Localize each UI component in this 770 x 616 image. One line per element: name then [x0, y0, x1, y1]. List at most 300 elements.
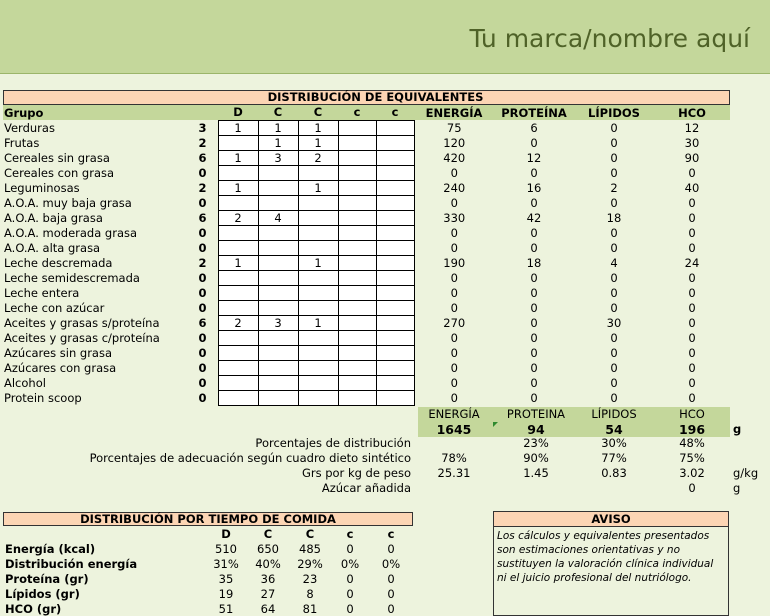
- meal-equivalent-input[interactable]: [376, 270, 414, 285]
- meal-value: 0: [387, 586, 395, 601]
- meal-equivalent-input[interactable]: [258, 195, 298, 210]
- lipidos-value: 0: [610, 165, 618, 180]
- group-count: 3: [198, 120, 207, 135]
- table-row: [3, 240, 730, 255]
- meal-equivalent-input[interactable]: [338, 120, 376, 135]
- meal-equivalent-input[interactable]: 1: [298, 135, 338, 150]
- aviso-text: Los cálculos y equivalentes presentados son estimaciones orientativas y no sustituyen la valoración clínica individual ni el juicio profesional del nutriólogo.: [497, 530, 714, 584]
- meal-header: C: [305, 526, 315, 541]
- aviso-box: [493, 511, 729, 616]
- group-name: Cereales sin grasa: [4, 150, 110, 165]
- table-row: [3, 135, 730, 150]
- meal-equivalent-input[interactable]: [298, 375, 338, 390]
- proteina-value: 6: [530, 120, 538, 135]
- col-meal-5: c: [376, 105, 414, 120]
- meal-value: 0: [346, 571, 354, 586]
- meal-equivalent-input[interactable]: [298, 390, 338, 405]
- proteina-value: 0: [530, 195, 538, 210]
- meal-equivalent-input[interactable]: 2: [298, 150, 338, 165]
- meal-row: [3, 556, 413, 571]
- lipidos-value: 4: [610, 255, 618, 270]
- meal-section-title: DISTRIBUCIÓN POR TIEMPO DE COMIDA: [3, 512, 413, 526]
- meal-equivalent-input[interactable]: [338, 300, 376, 315]
- meal-equivalent-input[interactable]: [298, 225, 338, 240]
- meal-equivalent-input[interactable]: [258, 285, 298, 300]
- meal-row: [3, 586, 413, 601]
- meal-value: 0%: [340, 556, 360, 571]
- meal-row-label: Proteína (gr): [5, 571, 89, 586]
- meal-equivalent-input[interactable]: [218, 345, 258, 360]
- meal-equivalent-input[interactable]: 1: [218, 180, 258, 195]
- hco-value: 0: [688, 330, 696, 345]
- meal-equivalent-input[interactable]: [338, 330, 376, 345]
- meal-header: C: [263, 526, 273, 541]
- meal-equivalent-input[interactable]: 2: [218, 315, 258, 330]
- meal-equivalent-input[interactable]: [218, 300, 258, 315]
- meal-equivalent-input[interactable]: [218, 165, 258, 180]
- meal-equivalent-input[interactable]: [258, 240, 298, 255]
- summary-label: Azúcar añadida: [321, 481, 411, 495]
- meal-equivalent-input[interactable]: [218, 330, 258, 345]
- col-meal-3: C: [298, 105, 338, 120]
- hco-value: 0: [688, 165, 696, 180]
- energia-value: 0: [450, 285, 458, 300]
- meal-equivalent-input[interactable]: [376, 345, 414, 360]
- meal-equivalent-input[interactable]: [338, 345, 376, 360]
- meal-equivalent-input[interactable]: [338, 180, 376, 195]
- meal-value: 64: [260, 601, 276, 616]
- meal-equivalent-input[interactable]: [338, 195, 376, 210]
- meal-row: [3, 571, 413, 586]
- meal-row-label: HCO (gr): [5, 601, 62, 616]
- proteina-value: 0: [530, 270, 538, 285]
- group-name: A.O.A. muy baja grasa: [4, 195, 132, 210]
- meal-value: 0: [387, 541, 395, 556]
- meal-row-label: Distribución energía: [5, 556, 138, 571]
- summary-label: Porcentajes de adecuación según cuadro dieto sintético: [89, 451, 411, 465]
- meal-value: 23: [302, 571, 318, 586]
- meal-equivalent-input[interactable]: [338, 225, 376, 240]
- total-energia-value: 1645: [436, 422, 472, 437]
- group-name: A.O.A. moderada grasa: [4, 225, 138, 240]
- total-proteina-label: PROTEINA: [506, 407, 566, 421]
- lipidos-value: 0: [610, 300, 618, 315]
- summary-row-grs-kg: [0, 466, 770, 481]
- summary-hco: 75%: [679, 451, 705, 465]
- energia-value: 240: [443, 180, 466, 195]
- total-lipidos-value: 54: [605, 422, 623, 437]
- hco-value: 24: [684, 255, 700, 270]
- meal-equivalent-input[interactable]: [376, 360, 414, 375]
- meal-equivalent-input[interactable]: [298, 195, 338, 210]
- energia-value: 0: [450, 330, 458, 345]
- hco-value: 0: [688, 390, 696, 405]
- summary-unit: g: [733, 481, 741, 495]
- meal-value: 0: [387, 571, 395, 586]
- hco-value: 0: [688, 270, 696, 285]
- group-count: 0: [198, 195, 207, 210]
- summary-energia: 25.31: [437, 466, 471, 480]
- lipidos-value: 0: [610, 225, 618, 240]
- meal-equivalent-input[interactable]: [338, 255, 376, 270]
- summary-hco[interactable]: 0: [688, 481, 696, 495]
- proteina-value: 0: [530, 390, 538, 405]
- meal-equivalent-input[interactable]: [298, 300, 338, 315]
- table-row: [3, 285, 730, 300]
- header-banner: [0, 0, 770, 74]
- lipidos-value: 18: [606, 210, 622, 225]
- energia-value: 0: [450, 345, 458, 360]
- meal-equivalent-input[interactable]: [376, 330, 414, 345]
- hco-value: 12: [684, 120, 700, 135]
- meal-equivalent-input[interactable]: [218, 285, 258, 300]
- meal-equivalent-input[interactable]: [338, 240, 376, 255]
- proteina-value: 0: [530, 165, 538, 180]
- energia-value: 0: [450, 195, 458, 210]
- group-name: Aceites y grasas c/proteína: [4, 330, 160, 345]
- lipidos-value: 0: [610, 375, 618, 390]
- energia-value: 270: [443, 315, 466, 330]
- proteina-value: 0: [530, 345, 538, 360]
- lipidos-value: 0: [610, 360, 618, 375]
- meal-row-label: Lípidos (gr): [5, 586, 80, 601]
- lipidos-value: 0: [610, 285, 618, 300]
- col-meal-2: C: [258, 105, 298, 120]
- meal-equivalent-input[interactable]: [376, 225, 414, 240]
- meal-equivalent-input[interactable]: [298, 330, 338, 345]
- lipidos-value: 0: [610, 120, 618, 135]
- lipidos-value: 2: [610, 180, 618, 195]
- meal-equivalent-input[interactable]: [376, 285, 414, 300]
- table-row: [3, 180, 730, 195]
- meal-row-label: Energía (kcal): [5, 541, 96, 556]
- proteina-value: 0: [530, 330, 538, 345]
- meal-equivalent-input[interactable]: 3: [258, 315, 298, 330]
- meal-equivalent-input[interactable]: [376, 195, 414, 210]
- group-name: Aceites y grasas s/proteína: [4, 315, 160, 330]
- meal-equivalent-input[interactable]: 1: [258, 120, 298, 135]
- meal-equivalent-input[interactable]: [338, 135, 376, 150]
- col-meal-4: c: [338, 105, 376, 120]
- table-row: [3, 300, 730, 315]
- meal-equivalent-input[interactable]: [298, 270, 338, 285]
- summary-energia: 78%: [441, 451, 467, 465]
- meal-equivalent-input[interactable]: [376, 150, 414, 165]
- meal-row: [3, 601, 413, 616]
- meal-equivalent-input[interactable]: [376, 240, 414, 255]
- equivalents-table: [3, 105, 731, 406]
- proteina-value: 42: [526, 210, 542, 225]
- group-name: Protein scoop: [4, 390, 82, 405]
- meal-equivalent-input[interactable]: [376, 300, 414, 315]
- meal-header-blank: [3, 526, 205, 541]
- group-count: 0: [198, 225, 207, 240]
- summary-row-azucar: [0, 481, 770, 496]
- group-name: Leche descremada: [4, 255, 113, 270]
- energia-value: 75: [446, 120, 462, 135]
- hco-value: 0: [688, 240, 696, 255]
- summary-label: Porcentajes de distribución: [255, 436, 411, 450]
- total-proteina-value: 94: [527, 422, 545, 437]
- group-name: Azúcares con grasa: [4, 360, 117, 375]
- meal-equivalent-input[interactable]: [338, 390, 376, 405]
- meal-equivalent-input[interactable]: [218, 195, 258, 210]
- energia-value: 0: [450, 240, 458, 255]
- group-count: 0: [198, 270, 207, 285]
- table-row: [3, 120, 730, 135]
- meal-equivalent-input[interactable]: [376, 315, 414, 330]
- meal-equivalent-input[interactable]: [258, 300, 298, 315]
- table-row: [3, 315, 730, 330]
- summary-lipidos: 77%: [601, 451, 627, 465]
- meal-value: 0: [387, 601, 395, 616]
- table-row: [3, 165, 730, 180]
- group-count: 0: [198, 240, 207, 255]
- meal-value: 40%: [255, 556, 281, 571]
- proteina-value: 0: [530, 240, 538, 255]
- meal-equivalent-input[interactable]: [338, 285, 376, 300]
- meal-value: 31%: [213, 556, 239, 571]
- col-proteina: PROTEÍNA: [494, 105, 574, 120]
- hco-value: 90: [684, 150, 700, 165]
- group-name: Cereales con grasa: [4, 165, 115, 180]
- meal-equivalent-input[interactable]: 1: [298, 120, 338, 135]
- meal-equivalent-input[interactable]: [218, 225, 258, 240]
- meal-equivalent-input[interactable]: 3: [258, 150, 298, 165]
- lipidos-value: 0: [610, 135, 618, 150]
- meal-equivalent-input[interactable]: [338, 165, 376, 180]
- meal-equivalent-input[interactable]: [258, 345, 298, 360]
- meal-equivalent-input[interactable]: [218, 270, 258, 285]
- proteina-value: 0: [530, 135, 538, 150]
- totals-value-row: [418, 422, 730, 437]
- table-row: [3, 345, 730, 360]
- group-count: 0: [198, 330, 207, 345]
- hco-value: 30: [684, 135, 700, 150]
- group-name: Verduras: [4, 120, 55, 135]
- meal-equivalent-input[interactable]: [218, 375, 258, 390]
- meal-equivalent-input[interactable]: [338, 210, 376, 225]
- meal-equivalent-input[interactable]: 1: [218, 120, 258, 135]
- meal-equivalent-input[interactable]: 1: [218, 255, 258, 270]
- meal-equivalent-input[interactable]: [258, 375, 298, 390]
- group-count: 0: [198, 375, 207, 390]
- meal-equivalent-input[interactable]: 1: [298, 180, 338, 195]
- energia-value: 0: [450, 390, 458, 405]
- meal-equivalent-input[interactable]: [338, 360, 376, 375]
- group-count: 6: [198, 210, 207, 225]
- meal-value: 0: [346, 601, 354, 616]
- meal-equivalent-input[interactable]: 1: [258, 135, 298, 150]
- meal-header: c: [387, 526, 395, 541]
- meal-equivalent-input[interactable]: [258, 165, 298, 180]
- proteina-value: 16: [526, 180, 542, 195]
- lipidos-value: 0: [610, 390, 618, 405]
- meal-header: c: [346, 526, 354, 541]
- group-name: Leche semidescremada: [4, 270, 140, 285]
- totals-label-row: [418, 407, 730, 422]
- group-name: Azúcares sin grasa: [4, 345, 113, 360]
- summary-hco: 48%: [679, 436, 705, 450]
- meal-equivalent-input[interactable]: [338, 270, 376, 285]
- hco-value: 0: [688, 300, 696, 315]
- meal-equivalent-input[interactable]: 2: [218, 210, 258, 225]
- meal-equivalent-input[interactable]: [376, 255, 414, 270]
- totals-unit: g: [733, 422, 742, 436]
- meal-equivalent-input[interactable]: [218, 360, 258, 375]
- table-row: [3, 360, 730, 375]
- meal-value: 0%: [381, 556, 401, 571]
- energia-value: 0: [450, 270, 458, 285]
- hco-value: 0: [688, 375, 696, 390]
- summary-proteina: 1.45: [523, 466, 549, 480]
- summary-lipidos: 0.83: [601, 466, 627, 480]
- group-name: Leche entera: [4, 285, 80, 300]
- group-count: 0: [198, 390, 207, 405]
- col-meal-1: D: [218, 105, 258, 120]
- meal-equivalent-input[interactable]: [258, 390, 298, 405]
- meal-equivalent-input[interactable]: 1: [218, 150, 258, 165]
- meal-value: 29%: [297, 556, 323, 571]
- meal-equivalent-input[interactable]: [338, 375, 376, 390]
- meal-equivalent-input[interactable]: [338, 150, 376, 165]
- group-count: 6: [198, 150, 207, 165]
- proteina-value: 18: [526, 255, 542, 270]
- total-hco-label: HCO: [679, 407, 705, 421]
- cell-comment-marker: [493, 422, 498, 427]
- meal-equivalent-input[interactable]: 1: [298, 315, 338, 330]
- hco-value: 0: [688, 315, 696, 330]
- group-name: Alcohol: [4, 375, 46, 390]
- meal-value: 0: [346, 541, 354, 556]
- proteina-value: 12: [526, 150, 542, 165]
- meal-equivalent-input[interactable]: [298, 345, 338, 360]
- meal-equivalent-input[interactable]: [258, 360, 298, 375]
- group-count: 0: [198, 345, 207, 360]
- proteina-value: 0: [530, 300, 538, 315]
- meal-equivalent-input[interactable]: [258, 270, 298, 285]
- meal-equivalent-input[interactable]: [258, 225, 298, 240]
- meal-equivalent-input[interactable]: [298, 360, 338, 375]
- meal-equivalent-input[interactable]: [376, 375, 414, 390]
- lipidos-value: 0: [610, 150, 618, 165]
- meal-distribution-table: [3, 526, 413, 616]
- meal-equivalent-input[interactable]: [298, 285, 338, 300]
- col-lipidos: LÍPIDOS: [574, 105, 654, 120]
- meal-value: 81: [302, 601, 318, 616]
- col-hco: HCO: [654, 105, 730, 120]
- table-row: [3, 390, 730, 405]
- meal-value: 27: [260, 586, 276, 601]
- summary-row-distribucion: [0, 436, 770, 451]
- meal-value: 8: [306, 586, 314, 601]
- group-name: A.O.A. baja grasa: [4, 210, 103, 225]
- meal-equivalent-input[interactable]: [376, 120, 414, 135]
- energia-value: 0: [450, 165, 458, 180]
- meal-equivalent-input[interactable]: [376, 135, 414, 150]
- meal-value: 35: [218, 571, 234, 586]
- table-row: [3, 195, 730, 210]
- meal-value: 51: [218, 601, 234, 616]
- table-row: [3, 330, 730, 345]
- summary-row-adecuacion: [0, 451, 770, 466]
- meal-equivalent-input[interactable]: [376, 390, 414, 405]
- energia-value: 0: [450, 300, 458, 315]
- total-lipidos-label: LÍPIDOS: [591, 407, 637, 421]
- energia-value: 0: [450, 360, 458, 375]
- meal-equivalent-input[interactable]: [218, 135, 258, 150]
- meal-value: 0: [346, 586, 354, 601]
- meal-equivalent-input[interactable]: [298, 240, 338, 255]
- meal-header: D: [221, 526, 231, 541]
- table-row: [3, 375, 730, 390]
- meal-value: 36: [260, 571, 276, 586]
- meal-equivalent-input[interactable]: [218, 390, 258, 405]
- energia-value: 120: [443, 135, 466, 150]
- group-name: Leguminosas: [4, 180, 80, 195]
- hco-value: 0: [688, 195, 696, 210]
- hco-value: 0: [688, 345, 696, 360]
- lipidos-value: 0: [610, 195, 618, 210]
- meal-equivalent-input[interactable]: [258, 180, 298, 195]
- meal-equivalent-input[interactable]: 4: [258, 210, 298, 225]
- proteina-value: 0: [530, 225, 538, 240]
- energia-value: 190: [443, 255, 466, 270]
- group-count: 6: [198, 315, 207, 330]
- summary-proteina: 90%: [523, 451, 549, 465]
- group-count: 0: [198, 165, 207, 180]
- lipidos-value: 30: [606, 315, 622, 330]
- summary-unit: g/kg: [733, 466, 759, 480]
- hco-value: 0: [688, 210, 696, 225]
- table-row: [3, 270, 730, 285]
- lipidos-value: 0: [610, 345, 618, 360]
- group-name: A.O.A. alta grasa: [4, 240, 101, 255]
- table-row: [3, 255, 730, 270]
- meal-equivalent-input[interactable]: [298, 165, 338, 180]
- energia-value: 0: [450, 225, 458, 240]
- column-header-row: [3, 105, 730, 120]
- group-count: 0: [198, 300, 207, 315]
- group-name: Leche con azúcar: [4, 300, 105, 315]
- lipidos-value: 0: [610, 330, 618, 345]
- meal-row: [3, 541, 413, 556]
- meal-value: 510: [215, 541, 237, 556]
- meal-equivalent-input[interactable]: [376, 180, 414, 195]
- meal-equivalent-input[interactable]: [218, 240, 258, 255]
- meal-value: 485: [299, 541, 321, 556]
- meal-equivalent-input[interactable]: [298, 210, 338, 225]
- proteina-value: 0: [530, 360, 538, 375]
- hco-value: 0: [688, 360, 696, 375]
- meal-equivalent-input[interactable]: [376, 210, 414, 225]
- brand-name: Tu marca/nombre aquí: [469, 24, 750, 53]
- hco-value: 40: [684, 180, 700, 195]
- hco-value: 0: [688, 225, 696, 240]
- lipidos-value: 0: [610, 240, 618, 255]
- summary-hco: 3.02: [679, 466, 705, 480]
- meal-value: 19: [218, 586, 234, 601]
- meal-equivalent-input[interactable]: [338, 315, 376, 330]
- hco-value: 0: [688, 285, 696, 300]
- summary-lipidos: 30%: [601, 436, 627, 450]
- meal-equivalent-input[interactable]: [376, 165, 414, 180]
- meal-equivalent-input[interactable]: 1: [298, 255, 338, 270]
- proteina-value: 0: [530, 315, 538, 330]
- meal-equivalent-input[interactable]: [258, 255, 298, 270]
- meal-equivalent-input[interactable]: [258, 330, 298, 345]
- group-count: 0: [198, 360, 207, 375]
